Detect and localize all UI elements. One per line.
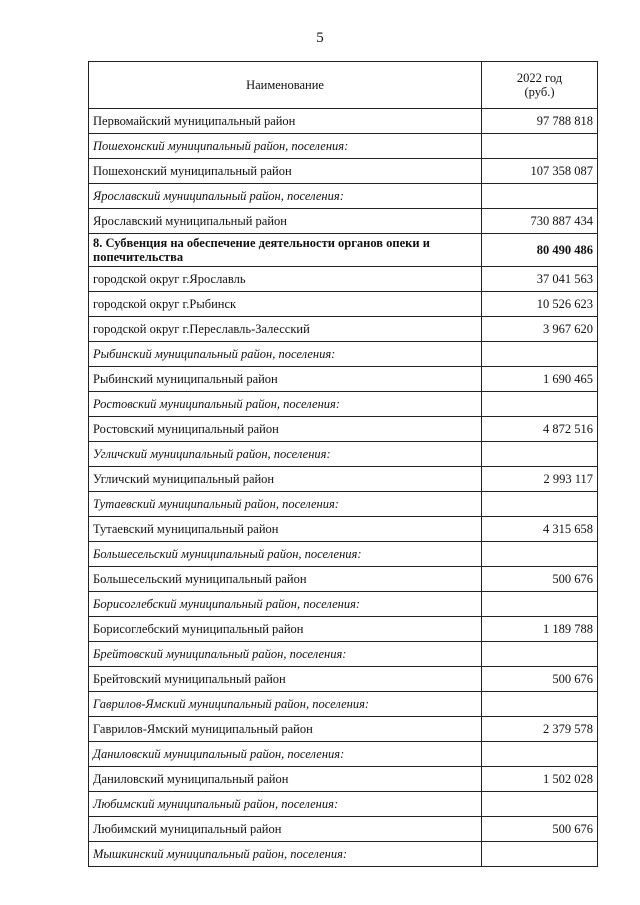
table-row — [89, 717, 598, 742]
row-name: Угличский муниципальный район — [89, 467, 482, 492]
table-row — [89, 842, 598, 867]
table-row — [89, 109, 598, 134]
table-row — [89, 492, 598, 517]
table-row — [89, 817, 598, 842]
column-header-amount — [482, 62, 598, 109]
row-amount — [482, 392, 598, 417]
table-row — [89, 767, 598, 792]
row-name: Тутаевский муниципальный район, поселения: — [89, 492, 482, 517]
row-amount: 97 788 818 — [482, 109, 598, 134]
row-amount: 1 189 788 — [482, 617, 598, 642]
table-row — [89, 592, 598, 617]
row-amount — [482, 592, 598, 617]
row-amount — [482, 492, 598, 517]
row-amount — [482, 692, 598, 717]
row-amount: 500 676 — [482, 567, 598, 592]
row-amount: 1 690 465 — [482, 367, 598, 392]
row-amount: 730 887 434 — [482, 209, 598, 234]
table-row — [89, 367, 598, 392]
row-amount: 80 490 486 — [482, 234, 598, 267]
subvention-table — [88, 61, 598, 867]
table-row — [89, 542, 598, 567]
row-name: городской округ г.Рыбинск — [89, 292, 482, 317]
row-name: 8. Субвенция на обеспечение деятельности органов опеки и попечительства — [89, 234, 482, 267]
row-amount — [482, 792, 598, 817]
row-name: Рыбинский муниципальный район — [89, 367, 482, 392]
row-name: Большесельский муниципальный район — [89, 567, 482, 592]
row-name: Мышкинский муниципальный район, поселения: — [89, 842, 482, 867]
row-name: Ярославский муниципальный район, поселения: — [89, 184, 482, 209]
row-name: Гаврилов-Ямский муниципальный район — [89, 717, 482, 742]
row-name: Борисоглебский муниципальный район, поселения: — [89, 592, 482, 617]
table-row — [89, 234, 598, 267]
row-amount: 500 676 — [482, 667, 598, 692]
table-row — [89, 292, 598, 317]
row-amount — [482, 742, 598, 767]
column-header-year: 2022 год — [516, 71, 563, 85]
row-name: городской округ г.Переславль-Залесский — [89, 317, 482, 342]
page-number: 5 — [316, 30, 324, 46]
table-row — [89, 159, 598, 184]
table-body — [89, 109, 598, 867]
table-row — [89, 517, 598, 542]
column-header-unit: (руб.) — [524, 85, 555, 99]
row-amount: 10 526 623 — [482, 292, 598, 317]
table-row — [89, 417, 598, 442]
table-row — [89, 742, 598, 767]
row-name: Первомайский муниципальный район — [89, 109, 482, 134]
table-row — [89, 667, 598, 692]
table-row — [89, 342, 598, 367]
row-amount: 2 379 578 — [482, 717, 598, 742]
table-row — [89, 317, 598, 342]
row-amount: 3 967 620 — [482, 317, 598, 342]
table-row — [89, 692, 598, 717]
row-amount — [482, 184, 598, 209]
row-amount — [482, 542, 598, 567]
row-name: Рыбинский муниципальный район, поселения: — [89, 342, 482, 367]
table-row — [89, 642, 598, 667]
row-name: Гаврилов-Ямский муниципальный район, поселения: — [89, 692, 482, 717]
table-row — [89, 617, 598, 642]
row-name: Ярославский муниципальный район — [89, 209, 482, 234]
table-row — [89, 567, 598, 592]
row-amount: 500 676 — [482, 817, 598, 842]
row-name: Тутаевский муниципальный район — [89, 517, 482, 542]
row-name: Любимский муниципальный район — [89, 817, 482, 842]
row-amount: 37 041 563 — [482, 267, 598, 292]
table-row — [89, 134, 598, 159]
row-amount: 107 358 087 — [482, 159, 598, 184]
table-row — [89, 209, 598, 234]
row-amount: 4 315 658 — [482, 517, 598, 542]
table-row — [89, 467, 598, 492]
row-name: Пошехонский муниципальный район, поселения: — [89, 134, 482, 159]
row-amount — [482, 842, 598, 867]
row-name: Брейтовский муниципальный район, поселения: — [89, 642, 482, 667]
row-name: Даниловский муниципальный район — [89, 767, 482, 792]
table-row — [89, 392, 598, 417]
table-header-row — [89, 62, 598, 109]
row-amount — [482, 134, 598, 159]
row-name: Даниловский муниципальный район, поселения: — [89, 742, 482, 767]
row-name: Угличский муниципальный район, поселения: — [89, 442, 482, 467]
table-row — [89, 184, 598, 209]
row-name: Большесельский муниципальный район, поселения: — [89, 542, 482, 567]
row-amount: 4 872 516 — [482, 417, 598, 442]
row-amount — [482, 342, 598, 367]
row-name: Брейтовский муниципальный район — [89, 667, 482, 692]
row-name: Ростовский муниципальный район, поселения: — [89, 392, 482, 417]
row-amount: 1 502 028 — [482, 767, 598, 792]
row-amount — [482, 442, 598, 467]
row-name: городской округ г.Ярославль — [89, 267, 482, 292]
column-header-name: Наименование — [89, 62, 482, 109]
row-name: Ростовский муниципальный район — [89, 417, 482, 442]
row-name: Пошехонский муниципальный район — [89, 159, 482, 184]
row-name: Любимский муниципальный район, поселения: — [89, 792, 482, 817]
row-name: Борисоглебский муниципальный район — [89, 617, 482, 642]
row-amount — [482, 642, 598, 667]
table-row — [89, 442, 598, 467]
row-amount: 2 993 117 — [482, 467, 598, 492]
table-row — [89, 792, 598, 817]
table-row — [89, 267, 598, 292]
